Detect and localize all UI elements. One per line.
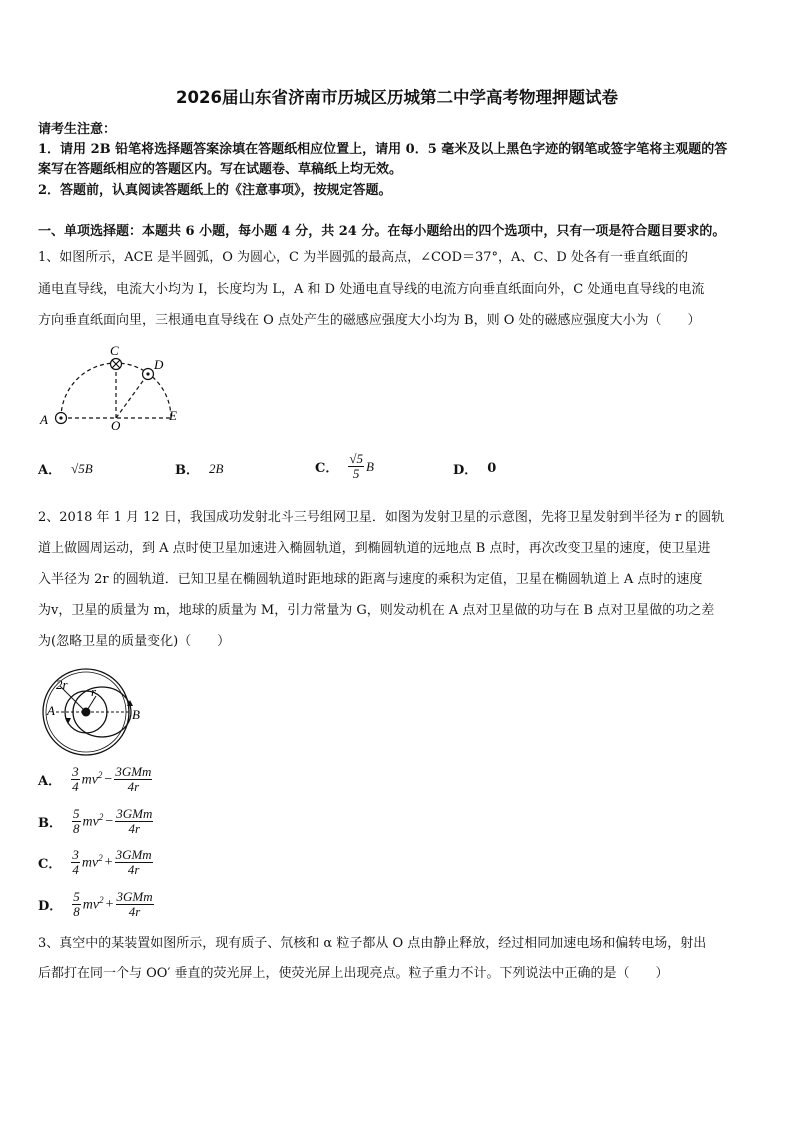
q1-option-c[interactable]: C． $\frac{√5}{5}$ B bbox=[315, 451, 374, 481]
label-a: A bbox=[47, 703, 55, 718]
label-o: O bbox=[111, 418, 121, 430]
option-label: C． bbox=[315, 461, 339, 476]
option-label: A． bbox=[38, 463, 62, 478]
label-e: E bbox=[169, 408, 177, 423]
wire-c-into-page bbox=[111, 359, 122, 370]
q1-line-1: 1、如图所示，ACE 是半圆弧，O 为圆心，C 为半圆弧的最高点，∠COD＝37°，A、C、D 处各有一垂直纸面的 bbox=[38, 250, 688, 265]
q2-option-a[interactable]: A． $\frac{3}{4}$ $mv^2$ − $\frac{\text{3GMm}}{4r}$ bbox=[38, 764, 152, 794]
arrow-a bbox=[65, 718, 71, 724]
notice-line-1a: 1．请用 2B 铅笔将选择题答案涂填在答题纸相应位置上，请用 0．5 毫米及以上黑色字迹的钢笔或签字笔将主观题的答 bbox=[38, 142, 728, 157]
notice-heading: 请考生注意： bbox=[38, 122, 117, 137]
option-label: D． bbox=[38, 899, 63, 914]
q1-figure bbox=[36, 338, 186, 430]
notice-line-1b: 案写在答题纸相应的答题区内。写在试题卷、草稿纸上均无效。 bbox=[38, 162, 403, 177]
wire-d-out-of-page bbox=[143, 369, 154, 380]
option-label: A． bbox=[38, 774, 62, 789]
option-label: D． bbox=[453, 463, 478, 478]
q1-line-3: 方向垂直纸面向里，三根通电直导线在 O 点处产生的磁感应强度大小均为 B，则 O 处的磁感应强度大小为（ ） bbox=[38, 313, 701, 328]
q1-option-b[interactable]: B． 2B bbox=[175, 460, 224, 478]
wire-a-out-of-page bbox=[56, 413, 67, 424]
q2-option-c[interactable]: C． $\frac{3}{4}$ $mv^2$ + $\frac{\text{3GMm}}{4r}$ bbox=[38, 847, 152, 877]
label-d: D bbox=[154, 357, 164, 372]
page-title: 2026届山东省济南市历城区历城第二中学高考物理押题试卷 bbox=[176, 88, 618, 107]
label-2r: 2r bbox=[56, 677, 68, 692]
q2-line-3: 入半径为 2r 的圆轨道．已知卫星在椭圆轨道时距地球的距离与速度的乘积为定值，卫星在椭圆轨道上 A 点时的速度 bbox=[38, 572, 703, 587]
q2-line-5: 为(忽略卫星的质量变化)（ ） bbox=[38, 634, 231, 649]
q3-line-2: 后都打在同一个与 OO′ 垂直的荧光屏上，使荧光屏上出现亮点。粒子重力不计。下列说法中正确的是（ ） bbox=[38, 966, 669, 981]
q1-line-2: 通电直导线，电流大小均为 I，长度均为 L，A 和 D 处通电直导线的电流方向垂直纸面向外，C 处通电直导线的电流 bbox=[38, 282, 705, 297]
q3-line-1: 3、真空中的某装置如图所示，现有质子、氘核和 α 粒子都从 O 点由静止释放，经过相同加速电场和偏转电场，射出 bbox=[38, 936, 707, 951]
option-label: B． bbox=[175, 463, 199, 478]
q1-option-a[interactable]: A． √5 B bbox=[38, 460, 93, 478]
q2-option-d[interactable]: D． $\frac{5}{8}$ $mv^2$ + $\frac{\text{3GMm}}{4r}$ bbox=[38, 889, 153, 919]
notice-line-2: 2．答题前，认真阅读答题纸上的《注意事项》，按规定答题。 bbox=[38, 183, 392, 198]
radius-od bbox=[116, 374, 148, 418]
label-b: B bbox=[132, 707, 140, 722]
label-r: r bbox=[91, 684, 97, 699]
section-heading: 一、单项选择题：本题共 6 小题，每小题 4 分，共 24 分。在每小题给出的四个选项中，只有一项是符合题目要求的。 bbox=[38, 224, 726, 239]
label-a: A bbox=[40, 412, 48, 427]
q1-option-d[interactable]: D． 0 bbox=[453, 461, 497, 478]
q2-figure bbox=[36, 666, 156, 758]
q2-line-1: 2、2018 年 1 月 12 日，我国成功发射北斗三号组网卫星．如图为发射卫星的示意图，先将卫星发射到半径为 r 的圆轨 bbox=[38, 510, 725, 525]
q2-line-2: 道上做圆周运动，到 A 点时使卫星加速进入椭圆轨道，到椭圆轨道的远地点 B 点时，再次改变卫星的速度，使卫星进 bbox=[38, 541, 711, 556]
q2-option-b[interactable]: B． $\frac{5}{8}$ $mv^2$ − $\frac{\text{3GMm}}{4r}$ bbox=[38, 806, 153, 836]
q2-line-4: 为v，卫星的质量为 m，地球的质量为 M，引力常量为 G，则发动机在 A 点对卫星做的功与在 B 点对卫星做的功之差 bbox=[38, 603, 715, 618]
label-c: C bbox=[110, 343, 119, 358]
option-label: B． bbox=[38, 816, 62, 831]
option-label: C． bbox=[38, 857, 62, 872]
